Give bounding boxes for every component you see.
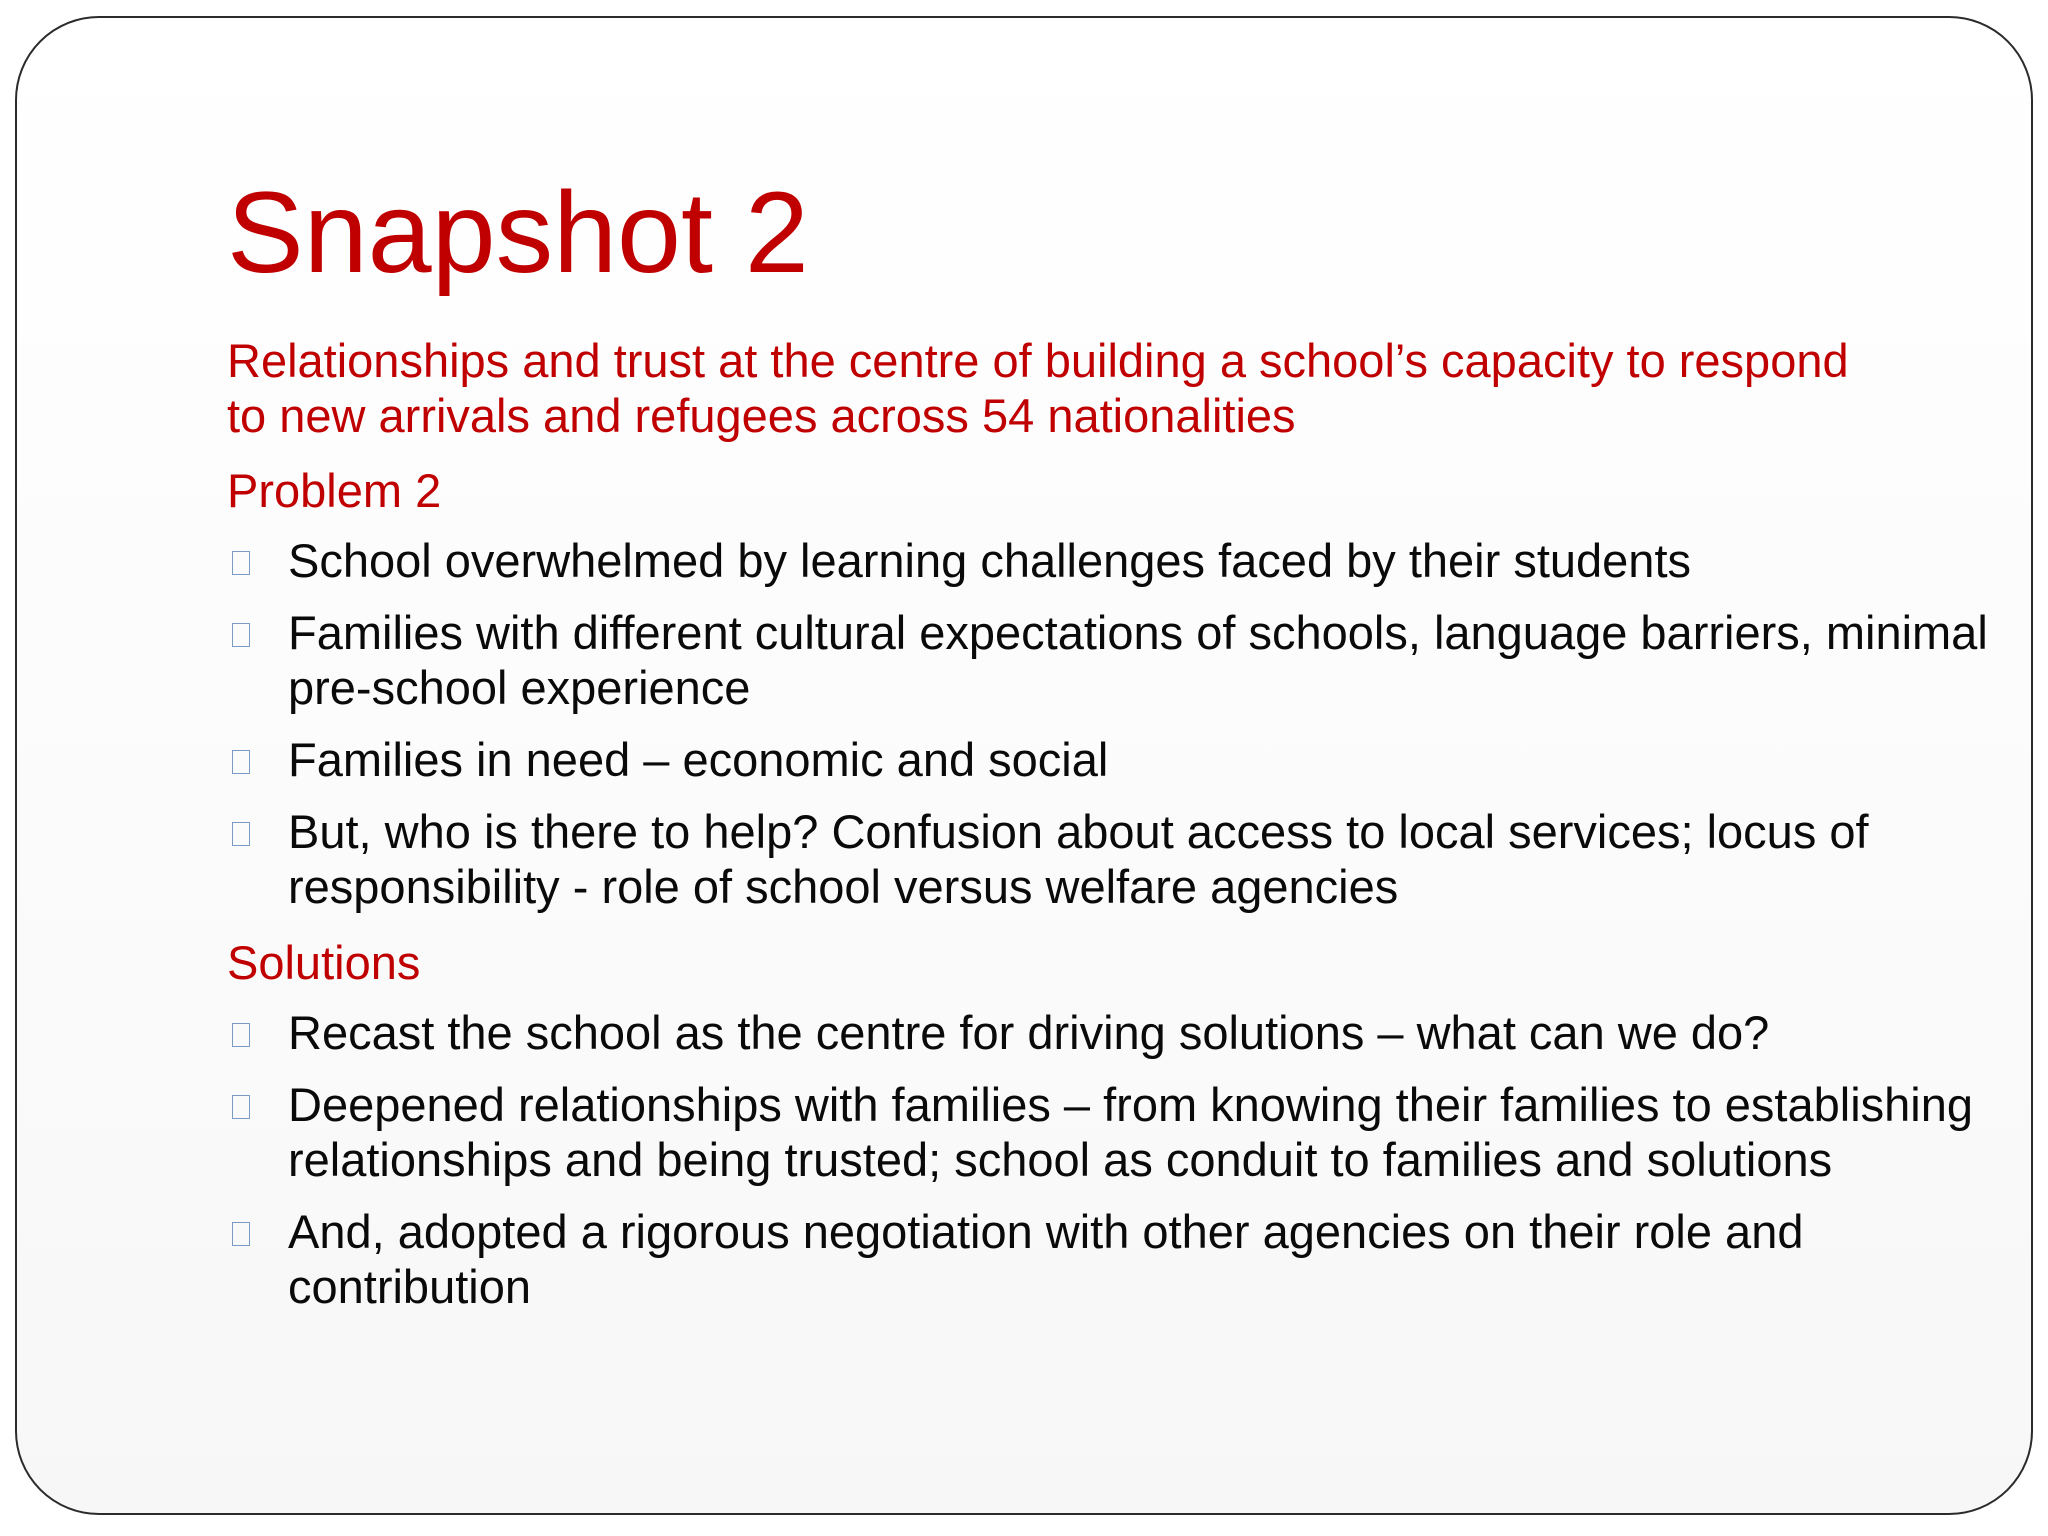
solution-item: [227, 1077, 2048, 1187]
problem-item-text: School overwhelmed by learning challenges faced by their students: [288, 534, 1692, 587]
solution-item-text: Deepened relationships with families – from knowing their families to establishing relationships and being trusted; school as conduit to families and solutions: [288, 1078, 1974, 1186]
solution-item-text: And, adopted a rigorous negotiation with other agencies on their role and contribution: [288, 1205, 1804, 1313]
problem-item-text: But, who is there to help? Confusion about access to local services; locus of responsibility - role of school versus welfare agencies: [288, 805, 1869, 913]
problem-item-text: Families in need – economic and social: [288, 733, 1109, 786]
problem-heading: Problem 2: [227, 464, 442, 517]
problem-item-text: Families with different cultural expectations of schools, language barriers, minimal pre-school experience: [288, 606, 1988, 714]
square-outline-bullet-icon: [232, 623, 250, 647]
problem-list: [227, 533, 2048, 914]
solution-item-text: Recast the school as the centre for driving solutions – what can we do?: [288, 1006, 1770, 1059]
square-outline-bullet-icon: [232, 750, 250, 774]
solution-item: [227, 1005, 2048, 1060]
solutions-heading: Solutions: [227, 936, 421, 989]
square-outline-bullet-icon: [232, 551, 250, 575]
slide-title: Snapshot 2: [227, 169, 809, 297]
problem-item: [227, 804, 2048, 914]
slide-subtitle: Relationships and trust at the centre of building a school’s capacity to respond to new arrivals and refugees across 54 nationalities: [227, 334, 1849, 442]
problem-item: [227, 732, 2048, 787]
square-outline-bullet-icon: [232, 822, 250, 846]
square-outline-bullet-icon: [232, 1222, 250, 1246]
problem-item: [227, 605, 2048, 715]
square-outline-bullet-icon: [232, 1023, 250, 1047]
solution-item: [227, 1204, 2048, 1314]
square-outline-bullet-icon: [232, 1095, 250, 1119]
problem-item: [227, 533, 2048, 588]
solutions-list: [227, 1005, 2048, 1314]
